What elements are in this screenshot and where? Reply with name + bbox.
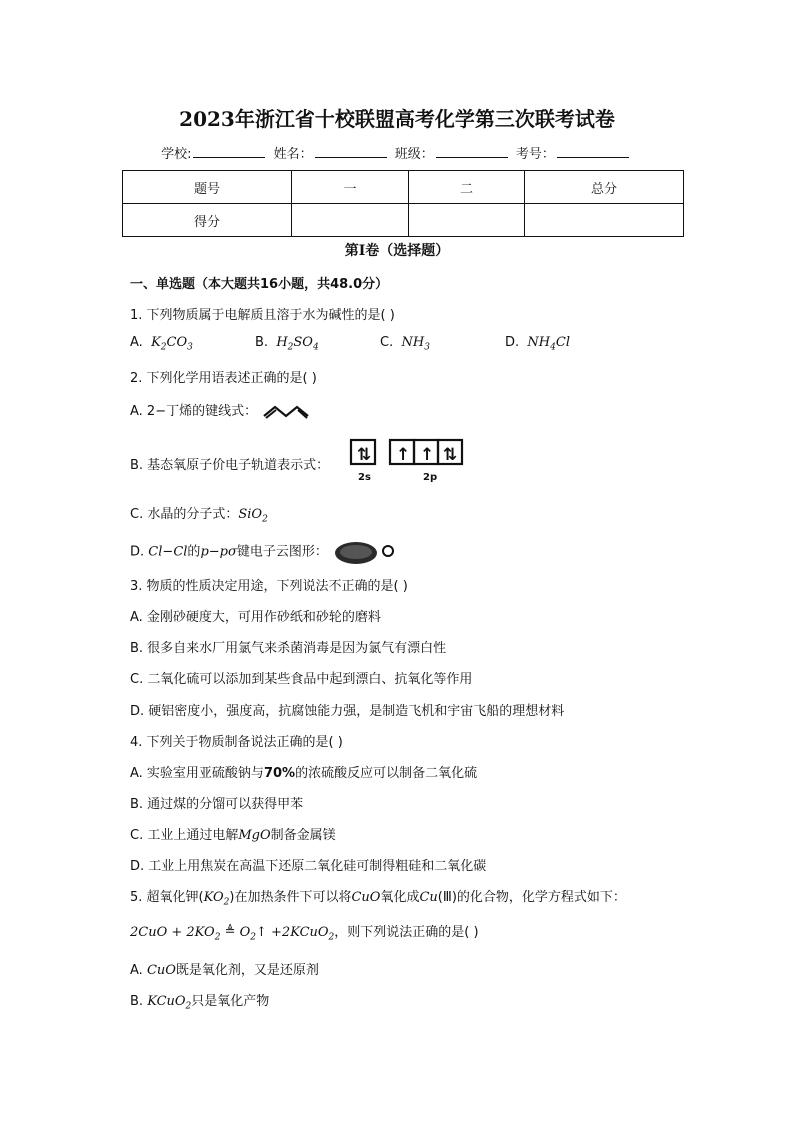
option-text: 制备金属镁 [270,828,336,843]
option-label: C. [380,335,394,350]
question-1-stem: 1. 下列物质属于电解质且溶于水为碱性的是( ) [130,308,395,323]
option-text: 70% [263,766,296,781]
question-5-option-b[interactable]: B. KCuO$_2$只是氧化产物 [130,994,270,1012]
option-text: C. 工业上通过电解 [130,828,239,843]
stem-text: 5. 超氧化钾( [130,890,204,905]
option-text: 的浓硫酸反应可以制备二氧化硫 [295,766,478,781]
option-text: 既是氧化剂，又是还原剂 [175,963,319,978]
option-text: A. 2−丁烯的键线式： [130,404,258,419]
question-2-option-d[interactable]: D. Cl−Cl的p−pσ键电子云图形： [130,537,398,567]
question-4-option-d[interactable]: D. 工业上用焦炭在高温下还原二氧化硅可制得粗硅和二氧化碳 [130,859,487,874]
svg-text:⇅: ⇅ [357,445,372,465]
option-b[interactable]: B. $H_2SO_4$ [255,335,319,353]
question-3-option-a[interactable]: A. 金刚砂硬度大，可用作砂纸和砂轮的磨料 [130,610,381,625]
score-table-cell: 得分 [123,204,292,237]
option-text: A. 实验室用亚硫酸钠与 [130,766,264,781]
option-c[interactable]: C. $NH_3$ [380,335,430,353]
school-field[interactable] [193,145,265,158]
question-2-option-c[interactable]: C. 水晶的分子式：SiO$_2$ [130,507,268,525]
score-table-cell: 总分 [525,171,684,204]
score-table-cell[interactable] [525,204,684,237]
option-label: D. [505,335,520,350]
question-4-option-a[interactable] [130,762,477,781]
class-label: 班级： [394,147,434,162]
number-field[interactable] [557,145,629,158]
svg-text:⇅: ⇅ [443,445,458,465]
score-table-header-row [123,171,684,204]
number-label: 考号： [515,147,555,162]
option-d[interactable]: D. $NH_4Cl$ [505,335,570,353]
option-a[interactable]: A. $K_2CO_3$ [130,335,193,353]
orbital-2s-label: 2s [358,472,371,483]
svg-text:↑: ↑ [420,445,435,465]
question-4-option-c[interactable]: C. 工业上通过电解MgO制备金属镁 [130,828,336,843]
question-4-stem: 4. 下列关于物质制备说法正确的是( ) [130,735,343,750]
question-3-stem: 3. 物质的性质决定用途，下列说法不正确的是( ) [130,579,408,594]
option-label: B. [130,994,144,1009]
question-5-equation: $2CuO + 2KO_2$ ≜ $O_2↑$ +2KCuO$_2$，则下列说法正确的是( ) [130,924,479,943]
question-3-option-c[interactable]: C. 二氧化硫可以添加到某些食品中起到漂白、抗氧化等作用 [130,672,473,687]
question-4-option-b[interactable]: B. 通过煤的分馏可以获得甲苯 [130,797,304,812]
electron-cloud-icon [332,537,398,567]
option-text: 的 [187,544,201,560]
class-field[interactable] [436,145,508,158]
name-field[interactable] [315,145,387,158]
stem-text: 氧化成 [380,890,420,905]
score-table-cell: 二 [409,171,525,204]
question-5-stem: 5. 超氧化钾$(KO_2)$在加热条件下可以将CuO氧化成Cu(Ⅲ)的化合物，化学方程式如下： [130,890,626,908]
butene-skeletal-icon [261,403,313,421]
score-table-cell: 一 [292,171,409,204]
score-table-cell[interactable] [409,204,525,237]
option-label: D. [130,544,145,560]
question-3-option-b[interactable]: B. 很多自来水厂用氯气来杀菌消毒是因为氯气有漂白性 [130,641,447,656]
question-2-option-a[interactable] [130,400,313,421]
option-text: 键电子云图形： [236,544,328,560]
option-text: B. 基态氧原子价电子轨道表示式： [130,458,330,473]
question-2-option-b[interactable] [130,440,458,483]
score-table-cell: 题号 [123,171,292,204]
question-3-option-d[interactable]: D. 硬铝密度小，强度高，抗腐蚀能力强，是制造飞机和宇宙飞船的理想材料 [130,704,565,719]
stem-text: )在加热条件下可以将 [229,890,352,905]
section-title: 第I卷（选择题） [344,243,450,259]
option-text: 只是氧化产物 [191,994,270,1009]
part-header: 一、单选题（本大题共16小题，共48.0分） [130,277,389,292]
question-2-stem: 2. 下列化学用语表述正确的是( ) [130,371,317,386]
question-1-options [130,335,630,353]
option-label: A. [130,335,143,350]
option-label: B. [255,335,269,350]
score-table [122,170,684,237]
score-table-score-row [123,204,684,237]
stem-text: (Ⅲ)的化合物，化学方程式如下： [437,890,626,905]
option-text: C. 水晶的分子式： [130,507,239,522]
orbital-2p-label: 2p [423,472,438,483]
score-table-cell[interactable] [292,204,409,237]
page-title: 2023年浙江省十校联盟高考化学第三次联考试卷 [179,107,615,131]
question-5-option-a[interactable]: A. CuO既是氧化剂，又是还原剂 [130,963,319,978]
name-label: 姓名： [273,147,313,162]
school-label: 学校: [161,147,192,162]
svg-text:↑: ↑ [396,445,411,465]
student-info-line [0,143,794,162]
option-label: A. [130,963,143,978]
stem-text: ，则下列说法正确的是( ) [334,925,479,940]
